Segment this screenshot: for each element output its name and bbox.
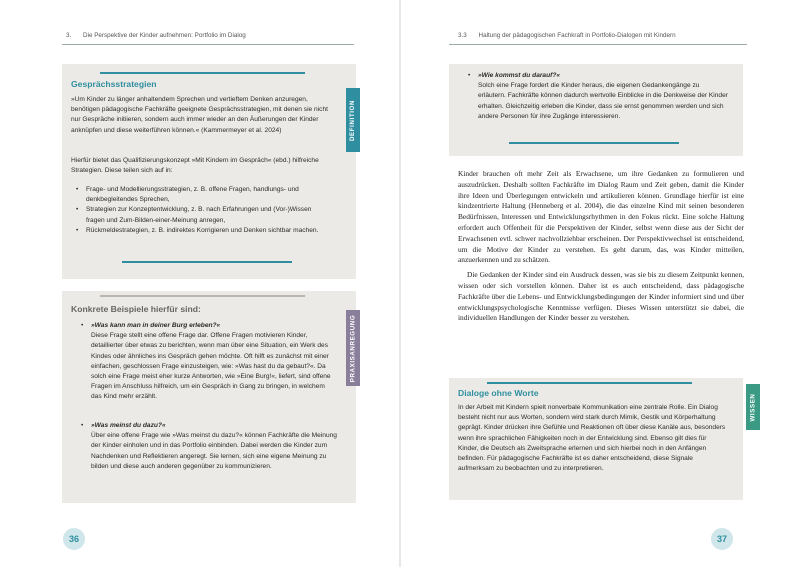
box-top-rule xyxy=(100,72,305,74)
example-question: »Wie kommst du darauf?« xyxy=(478,72,561,79)
section-title: Haltung der pädagogischen Fachkraft in Portfolio-Dialogen mit Kindern xyxy=(478,32,676,39)
strategy-list xyxy=(76,185,328,236)
example-text: Diese Frage stellt eine offene Frage dar. Offene Fragen motivieren Kinder, detaillierter über etwas zu berichten, wenn man über eine Situation, ein Werk des Kindes oder ähnliches ins Gespräch gehen möchte. Oft hilft es zunächst mit einer einfachen, geschlossen Frage einzusteigen, wie: »Was hast du da gebaut?«. Da solch eine Frage meist eher kurze Antworten, wie »Eine Burg!«, liefert, sind offene Fragen im Anschluss hilfreich, um ein Gespräch in Gang zu bringen, in welchem das Kind mehr erzählt. xyxy=(91,332,331,401)
chapter-number: 3. xyxy=(66,32,72,39)
example-item: • »Was meinst du dazu?« Über eine offene Frage wie »Was meinst du dazu?« können Fachkräfte die Meinung der Kinder einholen und in das Portfolio einbinden. Dabei werden die Kinder zum Nachdenken und Reflektieren angeregt. Sie lernen, sich eine eigene Meinung zu bilden und diese auch anderen gegenüber zu kommunizieren. xyxy=(81,422,337,470)
page-number: 37 xyxy=(711,528,733,550)
box-top-rule xyxy=(487,382,692,384)
definition-quote: »Um Kinder zu länger anhaltendem Sprechen und vertieftem Denken anzuregen, benötigen pädagogische Fachkräfte geeignete Gesprächsstrategien, mit denen sie nicht nur Gespräche initiieren, sondern auch immer wieder an den Äußerungen der Kinder anknüpfen und diese weiterführen können.« (Kammermeyer et al. 2024) xyxy=(71,96,328,134)
praxis-tab: PRAXISANREGUNG xyxy=(346,310,360,386)
box-title: Dialoge ohne Worte xyxy=(458,388,539,398)
knowledge-box xyxy=(449,378,743,500)
definition-box xyxy=(62,64,356,279)
wissen-tab: WISSEN xyxy=(746,384,760,430)
example-text: Solch eine Frage fordert die Kinder heraus, die eigenen Gedankengänge zu erläutern. Fachkräfte können dadurch wertvolle Einblicke in die Denkweise der Kinder erhalten. Gleichzeitig erleben die Kinder, dass sie ernst genommen werden und sich andere Personen für ihre Zugänge interessieren. xyxy=(478,82,728,120)
body-paragraph: Kinder brauchen oft mehr Zeit als Erwachsene, um ihre Gedanken zu formulieren und auszudrücken. Deshalb sollten Fachkräfte im Dialog Raum und Zeit geben, damit die Kinder ihre Ideen und Überlegungen entwickeln und artikulieren können. Grundlage hierfür ist eine kindzentrierte Haltung (Henneberg et al. 2004), die das einzelne Kind mit seinen besonderen Bedürfnissen, Interessen und Entwicklungsrhythmen in den Fokus rückt. Eine solche Haltung erfordert auch Offenheit für die Perspektiven der Kinder, selbst wenn diese aus der Sicht der Erwachsenen evtl. schwer nachvollziehbar erscheinen. Der Perspektivwechsel ist entscheidend, um die Motive der Kinder zu verstehen. Es geht darum, das, was Kinder mitteilen, anzuerkennen und zu schätzen. xyxy=(458,169,744,265)
page-number: 36 xyxy=(63,528,85,550)
list-item: • Frage- und Modellierungsstrategien, z. B. offene Fragen, handlungs- und denkbegleitendes Sprechen, xyxy=(76,185,328,205)
example-continuation-box xyxy=(449,64,743,156)
example-text: Über eine offene Frage wie »Was meinst du dazu?« können Fachkräfte die Meinung der Kinder einholen und in das Portfolio einbinden. Dabei werden die Kinder zum Nachdenken und Reflektieren angeregt. Sie lernen, sich eine eigene Meinung zu bilden und diese auch anderen gegenüber zu kommunizieren. xyxy=(91,432,337,470)
definition-tab: DEFINITION xyxy=(346,88,360,152)
box-title: Konkrete Beispiele hierfür sind: xyxy=(71,304,201,314)
header-rule xyxy=(449,44,747,45)
running-header xyxy=(458,32,676,39)
box-bottom-rule xyxy=(122,261,292,263)
running-header xyxy=(66,32,246,39)
chapter-title: Die Perspektive der Kinder aufnehmen: Portfolio im Dialog xyxy=(83,32,246,39)
example-item: • »Was kann man in deiner Burg erleben?« Diese Frage stellt eine offene Frage dar. Offene Fragen motivieren Kinder, detaillierter über etwas zu berichten, wenn man über eine Situation, ein Werk des Kindes oder ähnliches ins Gespräch gehen möchte. Oft hilft es zunächst mit einer einfachen, geschlossen Frage einzusteigen, wie: »Was hast du da gebaut?«. Da solch eine Frage meist eher kurze Antworten, wie »Eine Burg!«, liefert, sind offene Fragen im Anschluss hilfreich, um ein Gespräch in Gang zu bringen, in welchem das Kind mehr erzählt. xyxy=(91,321,337,403)
example-item: • »Wie kommst du darauf?« Solch eine Frage fordert die Kinder heraus, die eigenen Gedankengänge zu erläutern. Fachkräfte können dadurch wertvolle Einblicke in die Denkweise der Kinder erhalten. Gleichzeitig erleben die Kinder, dass sie ernst genommen werden und sich andere Personen für ihre Zugänge interessieren. xyxy=(468,72,728,120)
box-top-rule xyxy=(100,295,305,297)
body-paragraph: Die Gedanken der Kinder sind ein Ausdruck dessen, was sie bis zu diesem Zeitpunkt kennen, wissen oder sich vorstellen können. Daher ist es auch entscheidend, dass pädagogische Fachkräfte über die Lebens- und Entwicklungsbedingungen der Kinder informiert sind und über entwicklungspsychologische Kenntnisse verfügen. Dieses Wissen unterstützt sie dabei, die individuellen Handlungen der Kinder besser zu verstehen. xyxy=(458,270,744,323)
practice-box xyxy=(62,291,356,503)
example-question: »Was meinst du dazu?« xyxy=(91,422,166,429)
list-item: • Strategien zur Konzeptentwicklung, z. B. nach Erfahrungen und (Vor-)Wissen fragen und Zum-Bilden-einer-Meinung anregen, xyxy=(76,205,328,225)
list-item: • Rückmeldestrategien, z. B. indirektes Korrigieren und Denken sichtbar machen. xyxy=(76,226,328,236)
left-page xyxy=(0,0,399,567)
box-bottom-rule xyxy=(509,142,679,144)
knowledge-text: In der Arbeit mit Kindern spielt nonverbale Kommunikation eine zentrale Rolle. Ein Dialog besteht nicht nur aus Worten, sondern wird stark durch Mimik, Gestik und Körperhaltung geprägt. Kinder drücken ihre Gefühle und Reaktionen oft über diese Kanäle aus, besonders wenn ihre sprachlichen Fähigkeiten noch in der Entwicklung sind. Ebenso gilt dies für Kinder, die Deutsch als Zweitsprache erlernen und sich hierbei noch in den Anfängen befinden. Für pädagogische Fachkräfte ist es daher entscheidend, diese Signale aufmerksam zu beobachten und zu interpretieren. xyxy=(458,404,726,473)
header-rule xyxy=(62,44,354,45)
example-question: »Was kann man in deiner Burg erleben?« xyxy=(91,322,221,329)
definition-intro: Hierfür bietet das Qualifizierungskonzept »Mit Kindern im Gespräch« (ebd.) hilfreiche Strategien. Diese teilen sich auf in: xyxy=(71,157,319,175)
box-title: Gesprächsstrategien xyxy=(71,79,157,89)
section-number: 3.3 xyxy=(458,32,467,39)
body-text xyxy=(458,169,744,324)
right-page xyxy=(401,0,800,567)
